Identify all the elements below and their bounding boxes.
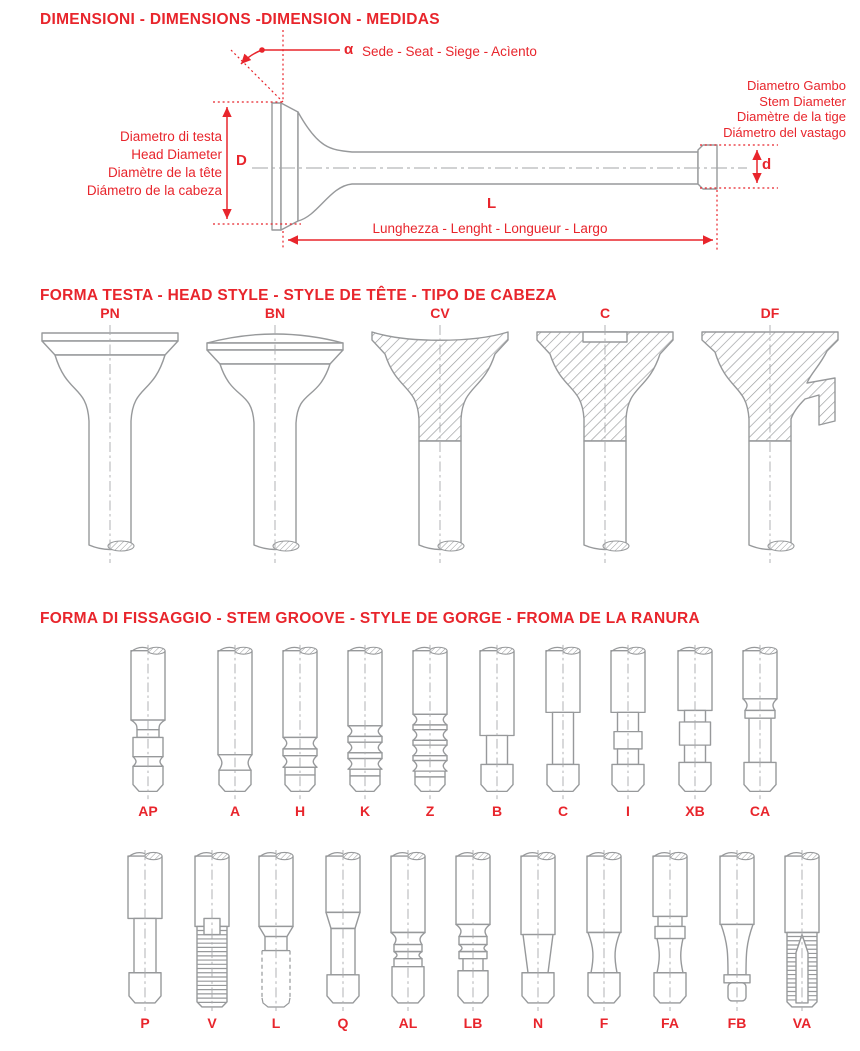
head-diameter-symbol: D (236, 152, 247, 169)
stem-groove-al (378, 848, 438, 1033)
head-style-drawing-pn (25, 323, 195, 568)
head-diameter-line-fr: Diamètre de la tête (107, 165, 222, 180)
stem-groove-drawing-va (772, 848, 832, 1013)
stem-groove-label-fa: FA (661, 1015, 679, 1031)
stem-groove-label-va: VA (792, 1015, 812, 1031)
length-label: Lunghezza - Lenght - Longueur - Largo (372, 221, 608, 236)
head-diameter-line-en: Head Diameter (131, 147, 222, 162)
stem-groove-label-al: AL (398, 1015, 418, 1031)
stem-groove-label-lb: LB (463, 1015, 483, 1031)
head-diameter-label (87, 128, 222, 200)
seat-label: Sede - Seat - Siege - Acìento (362, 44, 537, 59)
stem-diameter-line-fr: Diamètre de la tige (736, 109, 846, 124)
head-style-label-df: DF (760, 305, 780, 321)
stem-groove-drawing-v (182, 848, 242, 1013)
stem-groove-drawing-p (115, 848, 175, 1013)
stem-groove-label-n: N (532, 1015, 544, 1031)
stem-groove-h (270, 643, 330, 821)
stem-groove-drawing-ca (730, 643, 790, 801)
stem-groove-z (400, 643, 460, 821)
stem-diameter-line-en: Stem Diameter (759, 93, 846, 109)
stem-groove-drawing-q (313, 848, 373, 1013)
head-style-cv (355, 303, 525, 568)
stem-diameter-line-es: Diámetro del vastago (723, 124, 846, 140)
section-title-stem-groove: FORMA DI FISSAGGIO - STEM GROOVE - STYLE DE GORGE - FROMA DE LA RANURA (40, 610, 700, 627)
stem-groove-drawing-a (205, 643, 265, 801)
head-style-label-c: C (599, 305, 611, 321)
head-style-drawing-cv (355, 323, 525, 568)
stem-groove-label-q: Q (337, 1015, 349, 1031)
head-style-df (685, 303, 855, 568)
head-style-drawing-df (685, 323, 855, 568)
stem-groove-fb (707, 848, 767, 1033)
stem-groove-va (772, 848, 832, 1033)
head-style-pn (25, 303, 195, 568)
stem-groove-a (205, 643, 265, 821)
stem-diameter-line-it: Diametro Gambo (747, 78, 846, 93)
stem-groove-label-a: A (229, 803, 241, 819)
stem-groove-drawing-fa (640, 848, 700, 1013)
head-style-c (520, 303, 690, 568)
stem-groove-drawing-h (270, 643, 330, 801)
stem-groove-f (574, 848, 634, 1033)
stem-groove-ap (118, 643, 178, 821)
stem-groove-label-i: I (626, 803, 630, 819)
head-diameter-line-es: Diámetro de la cabeza (86, 183, 222, 198)
valve-outline (252, 103, 747, 230)
stem-groove-drawing-lb (443, 848, 503, 1013)
stem-diameter-symbol: d (762, 156, 772, 173)
head-diameter-line-it: Diametro di testa (119, 129, 222, 144)
stem-groove-fa (640, 848, 700, 1033)
stem-groove-drawing-xb (665, 643, 725, 801)
stem-groove-label-f: F (599, 1015, 609, 1031)
stem-groove-drawing-l (246, 848, 306, 1013)
stem-groove-l (246, 848, 306, 1033)
head-style-label-pn: PN (100, 305, 120, 321)
stem-groove-drawing-z (400, 643, 460, 801)
stem-groove-drawing-f (574, 848, 634, 1013)
stem-groove-drawing-c (533, 643, 593, 801)
stem-groove-label-k: K (359, 803, 371, 819)
stem-groove-label-p: P (140, 1015, 150, 1031)
seat-angle-symbol: α (344, 41, 354, 58)
section-title-head-style: FORMA TESTA - HEAD STYLE - STYLE DE TÊTE - TIPO DE CABEZA (40, 287, 557, 304)
section-title-dimensions: DIMENSIONI - DIMENSIONS -DIMENSION - MEDIDAS (40, 11, 440, 28)
stem-groove-drawing-b (467, 643, 527, 801)
stem-diameter-label (723, 78, 846, 140)
head-style-drawing-c (520, 323, 690, 568)
stem-groove-i (598, 643, 658, 821)
stem-groove-p (115, 848, 175, 1033)
stem-groove-ca (730, 643, 790, 821)
stem-groove-label-c: C (557, 803, 569, 819)
stem-groove-label-h: H (294, 803, 306, 819)
stem-groove-drawing-k (335, 643, 395, 801)
stem-groove-label-z: Z (425, 803, 435, 819)
stem-groove-b (467, 643, 527, 821)
stem-groove-drawing-n (508, 848, 568, 1013)
stem-groove-xb (665, 643, 725, 821)
length-symbol: L (487, 195, 497, 212)
stem-groove-lb (443, 848, 503, 1033)
stem-groove-drawing-ap (118, 643, 178, 801)
stem-groove-label-fb: FB (727, 1015, 747, 1031)
stem-groove-q (313, 848, 373, 1033)
head-style-label-cv: CV (430, 305, 450, 321)
stem-groove-v (182, 848, 242, 1033)
stem-groove-label-xb: XB (685, 803, 705, 819)
head-style-label-bn: BN (264, 305, 286, 321)
stem-groove-label-b: B (491, 803, 503, 819)
stem-groove-drawing-al (378, 848, 438, 1013)
head-style-bn (190, 303, 360, 568)
head-style-drawing-bn (190, 323, 360, 568)
stem-groove-label-v: V (207, 1015, 217, 1031)
stem-groove-label-ap: AP (138, 803, 158, 819)
stem-groove-label-l: L (271, 1015, 281, 1031)
stem-groove-c (533, 643, 593, 821)
stem-groove-k (335, 643, 395, 821)
stem-groove-n (508, 848, 568, 1033)
stem-groove-drawing-fb (707, 848, 767, 1013)
stem-groove-label-ca: CA (749, 803, 771, 819)
stem-groove-drawing-i (598, 643, 658, 801)
